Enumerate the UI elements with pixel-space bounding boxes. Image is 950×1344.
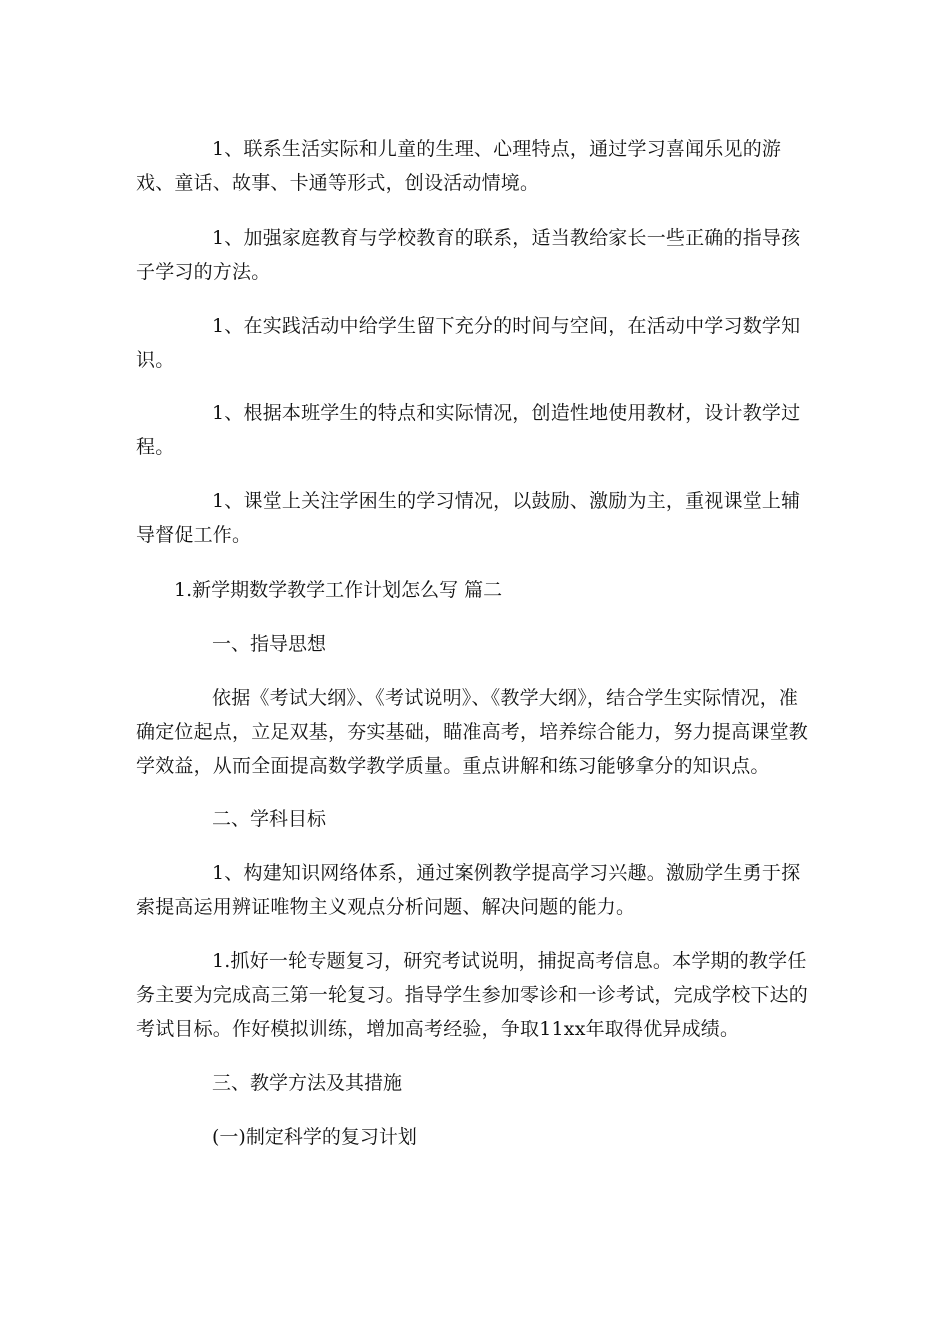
section-1-text: 依据《考试大纲》、《考试说明》、《教学大纲》，结合学生实际情况，准确定位起点，立足双基，夯实基础，瞄准高考，培养综合能力，努力提高课堂教学效益，从而全面提高数学教学质量。重点讲解和练习能够拿分的知识点。 [136,687,809,777]
section-1-heading: 一、指导思想 [212,633,327,655]
section-2-heading: 二、学科目标 [212,808,327,830]
paragraph-2: 1、加强家庭教育与学校教育的联系，适当教给家长一些正确的指导孩子学习的方法。 [136,227,801,283]
part-title: 1.新学期数学教学工作计划怎么写 篇二 [174,579,503,601]
section-3-heading: 三、教学方法及其措施 [212,1072,403,1094]
paragraph-3: 1、在实践活动中给学生留下充分的时间与空间，在活动中学习数学知识。 [136,315,801,371]
section-2-text-2: 1.抓好一轮专题复习，研究考试说明，捕捉高考信息。本学期的教学任务主要为完成高三第一轮复习。指导学生参加零诊和一诊考试，完成学校下达的考试目标。作好模拟训练，增加高考经验，争取11xx年取得优异成绩。 [136,950,809,1040]
paragraph-1: 1、联系生活实际和儿童的生理、心理特点，通过学习喜闻乐见的游戏、童话、故事、卡通等形式，创设活动情境。 [136,138,782,194]
paragraph-4: 1、根据本班学生的特点和实际情况，创造性地使用教材，设计教学过程。 [136,402,801,458]
subsection-1-heading: (一)制定科学的复习计划 [212,1126,417,1148]
section-2-text-1: 1、构建知识网络体系，通过案例教学提高学习兴趣。激励学生勇于探索提高运用辨证唯物主义观点分析问题、解决问题的能力。 [136,862,801,918]
paragraph-5: 1、课堂上关注学困生的学习情况，以鼓励、激励为主，重视课堂上辅导督促工作。 [136,490,801,546]
